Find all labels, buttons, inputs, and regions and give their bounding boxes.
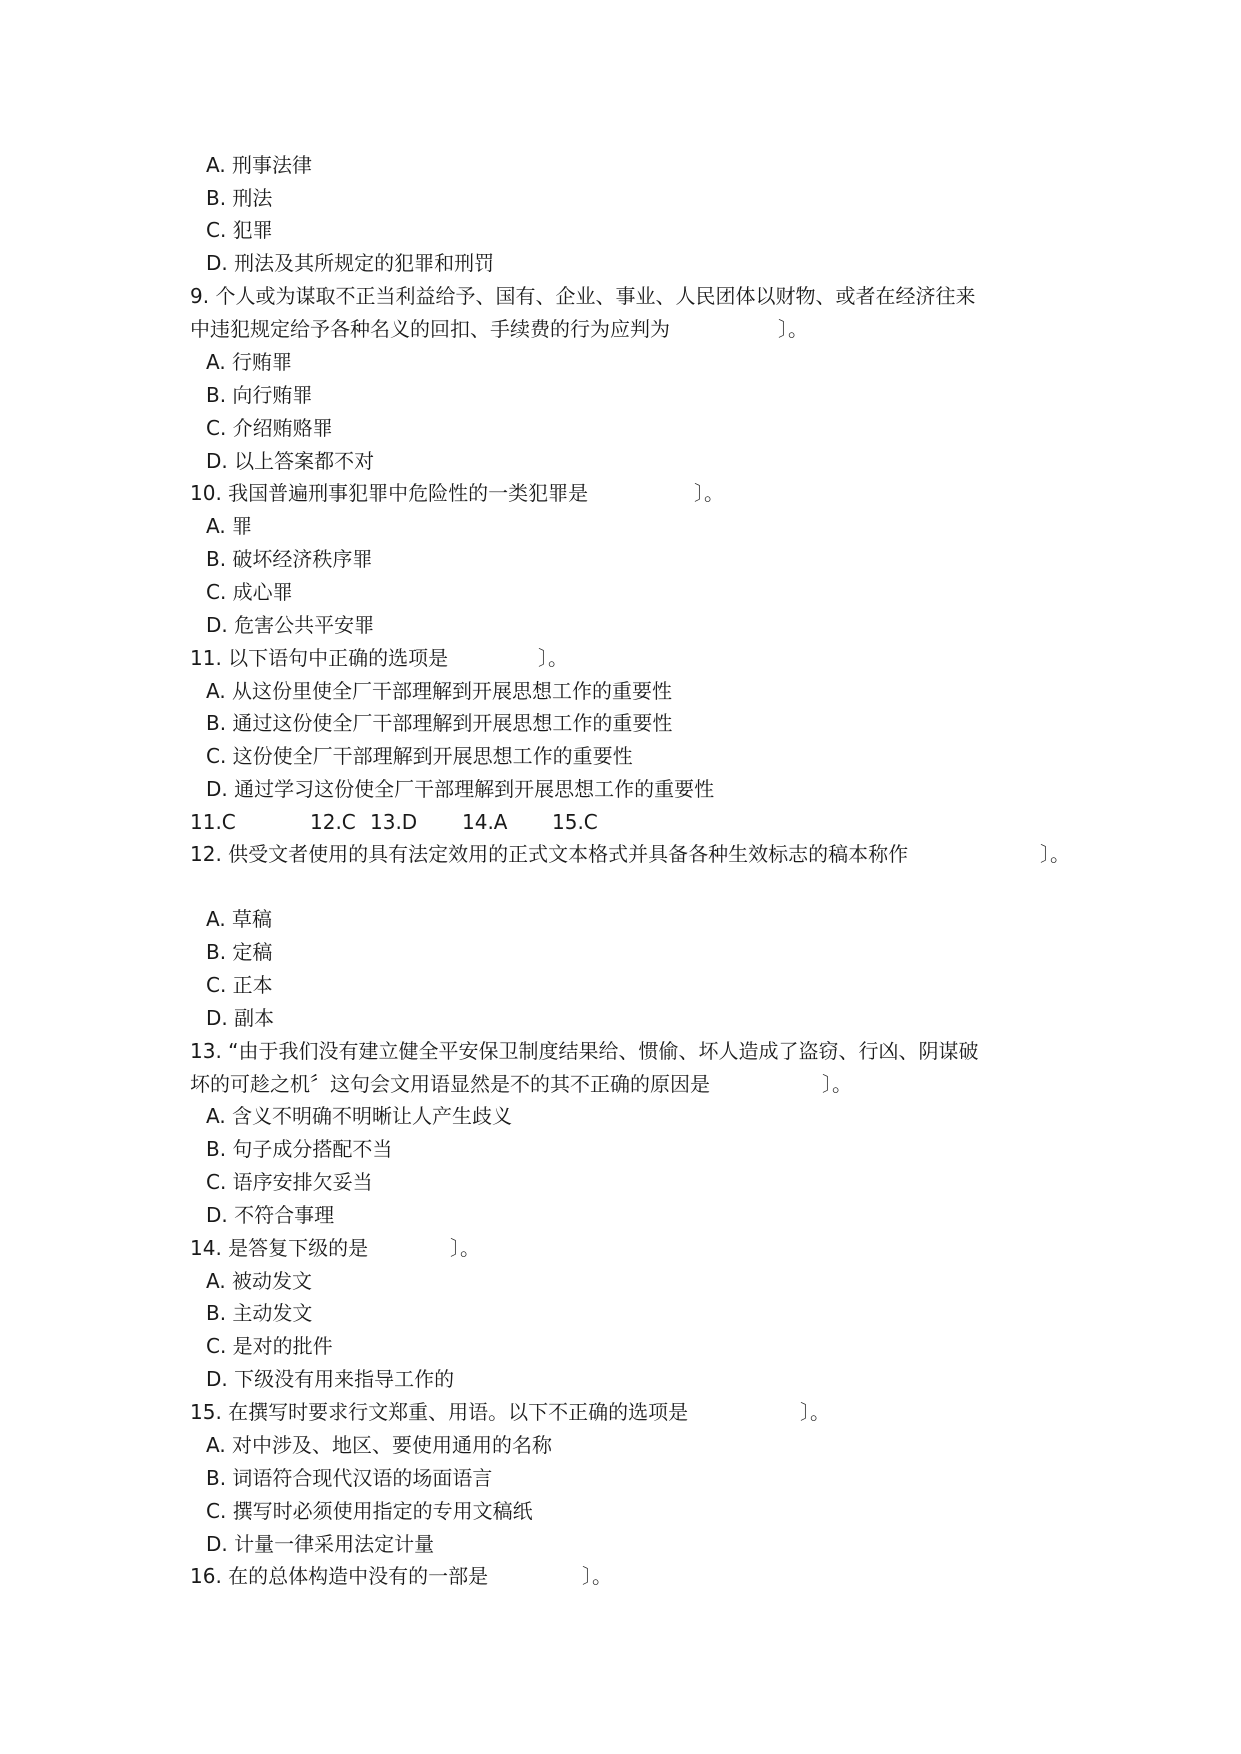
q8-option-b: B. 刑法 [206, 186, 273, 210]
q10-option-b: B. 破坏经济秩序罪 [206, 547, 373, 571]
q10-option-d: D. 危害公共平安罪 [206, 613, 375, 637]
q11-option-c: C. 这份使全厂干部理解到开展思想工作的重要性 [206, 744, 633, 768]
q13-stem-line2: 坏的可趁之机〞这句会文用语显然是不的其不正确的原因是 [190, 1072, 710, 1096]
q9-blank: 〕。 [778, 317, 808, 341]
q11-stem: 11. 以下语句中正确的选项是 [190, 646, 449, 670]
q8-option-d: D. 刑法及其所规定的犯罪和刑罚 [206, 251, 495, 275]
answer-key-item: 14.A [462, 810, 508, 834]
q13-blank: 〕。 [822, 1072, 852, 1096]
q10-stem: 10. 我国普遍刑事犯罪中危险性的一类犯罪是 [190, 481, 589, 505]
q14-option-d: D. 下级没有用来指导工作的 [206, 1367, 455, 1391]
q12-option-b: B. 定稿 [206, 940, 273, 964]
q8-option-a: A. 刑事法律 [206, 153, 313, 177]
q14-option-a: A. 被动发文 [206, 1269, 313, 1293]
q10-blank: 〕。 [694, 481, 724, 505]
q11-option-d: D. 通过学习这份使全厂干部理解到开展思想工作的重要性 [206, 777, 715, 801]
q9-option-b: B. 向行贿罪 [206, 383, 313, 407]
answer-key-item: 15.C [552, 810, 598, 834]
q8-option-c: C. 犯罪 [206, 218, 273, 242]
q15-option-b: B. 词语符合现代汉语的场面语言 [206, 1466, 493, 1490]
q16-blank: 〕。 [582, 1564, 612, 1588]
q12-option-c: C. 正本 [206, 973, 273, 997]
q13-option-d: D. 不符合事理 [206, 1203, 335, 1227]
q10-option-c: C. 成心罪 [206, 580, 293, 604]
q11-blank: 〕。 [538, 646, 568, 670]
q15-option-a: A. 对中涉及、地区、要使用通用的名称 [206, 1433, 553, 1457]
q9-option-d: D. 以上答案都不对 [206, 449, 375, 473]
q11-option-b: B. 通过这份使全厂干部理解到开展思想工作的重要性 [206, 711, 673, 735]
q14-option-c: C. 是对的批件 [206, 1334, 333, 1358]
q13-option-c: C. 语序安排欠妥当 [206, 1170, 373, 1194]
q13-option-a: A. 含义不明确不明晰让人产生歧义 [206, 1104, 513, 1128]
q14-stem: 14. 是答复下级的是 [190, 1236, 369, 1260]
q13-stem-line1: 13. “由于我们没有建立健全平安保卫制度结果给、惯偷、坏人造成了盗窃、行凶、阴谋破 [190, 1039, 979, 1063]
q10-option-a: A. 罪 [206, 514, 253, 538]
q14-blank: 〕。 [450, 1236, 480, 1260]
q9-option-a: A. 行贿罪 [206, 350, 293, 374]
q13-option-b: B. 句子成分搭配不当 [206, 1137, 393, 1161]
q12-option-a: A. 草稿 [206, 907, 273, 931]
q14-option-b: B. 主动发文 [206, 1301, 313, 1325]
answer-key-item: 12.C [310, 810, 356, 834]
answer-key-item: 11.C [190, 810, 236, 834]
q15-blank: 〕。 [800, 1400, 830, 1424]
q9-stem-line2: 中违犯规定给予各种名义的回扣、手续费的行为应判为 [190, 317, 670, 341]
q11-option-a: A. 从这份里使全厂干部理解到开展思想工作的重要性 [206, 679, 673, 703]
q15-option-c: C. 撰写时必须使用指定的专用文稿纸 [206, 1499, 533, 1523]
q15-option-d: D. 计量一律采用法定计量 [206, 1532, 435, 1556]
q15-stem: 15. 在撰写时要求行文郑重、用语。以下不正确的选项是 [190, 1400, 689, 1424]
answer-key-item: 13.D [370, 810, 418, 834]
q16-stem: 16. 在的总体构造中没有的一部是 [190, 1564, 489, 1588]
q12-blank: 〕。 [1040, 842, 1070, 866]
q9-option-c: C. 介绍贿赂罪 [206, 416, 333, 440]
q12-stem: 12. 供受文者使用的具有法定效用的正式文本格式并具备各种生效标志的稿本称作 [190, 842, 909, 866]
q9-stem-line1: 9. 个人或为谋取不正当利益给予、国有、企业、事业、人民团体以财物、或者在经济往来 [190, 284, 976, 308]
q12-option-d: D. 副本 [206, 1006, 275, 1030]
